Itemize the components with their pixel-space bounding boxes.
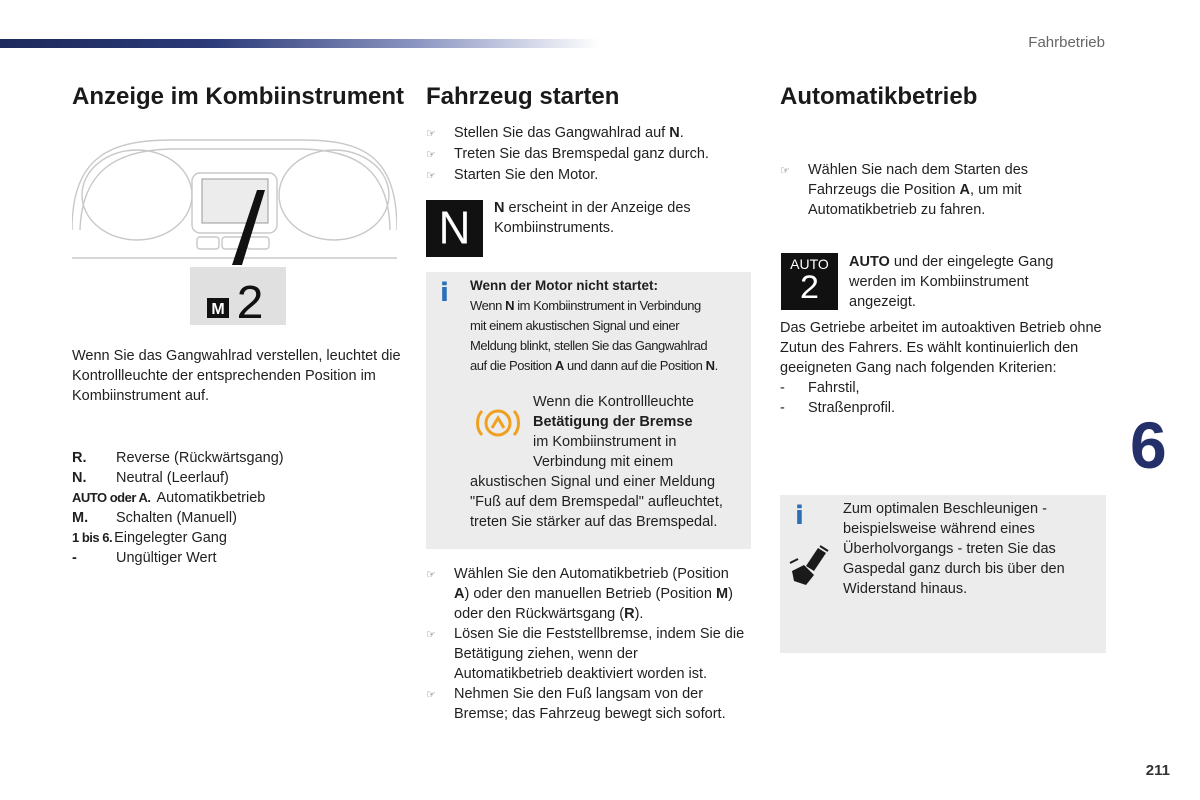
foot-pedal-icon [788, 545, 832, 587]
auto-step [780, 160, 1080, 220]
legend-value: Neutral (Leerlauf) [116, 470, 229, 486]
hand-pointer-icon: ☞ [426, 170, 436, 182]
criteria-list [780, 378, 1080, 418]
start-steps-2 [426, 564, 746, 724]
legend-item [72, 448, 402, 468]
brake-text-bold: Betätigung der Bremse [533, 414, 693, 430]
note-title: Wenn der Motor nicht startet: [470, 278, 659, 293]
legend-value: Eingelegter Gang [114, 530, 227, 546]
heading-anzeige: Anzeige im Kombiinstrument [72, 83, 405, 110]
list-item: - Fahrstil, [780, 380, 860, 396]
legend-key: AUTO oder A. [72, 490, 151, 505]
heading-automatikbetrieb: Automatikbetrieb [780, 83, 978, 110]
mode-letter: M [211, 301, 225, 318]
brake-text-tail: akustischen Signal und einer Meldung "Fuß auf dem Bremspedal" aufleuchtet, treten Sie stärker auf das Bremspedal. [470, 474, 723, 530]
page-number: 211 [1145, 762, 1170, 779]
legend-key: - [72, 550, 77, 566]
list-item: ☞ Wählen Sie den Automatikbetrieb (Position A) oder den manuellen Betrieb (Position M) oder den Rückwärtsgang (R). [426, 566, 733, 622]
legend-item [72, 528, 402, 548]
legend-value: Schalten (Manuell) [116, 510, 237, 526]
legend-item [72, 548, 402, 568]
legend-item [72, 488, 402, 508]
chapter-title: Fahrbetrieb [1028, 34, 1105, 51]
brake-warning-icon [474, 404, 522, 442]
legend-key: 1 bis 6. [72, 530, 113, 545]
chapter-number: 6 [1130, 408, 1167, 482]
info-icon: i [795, 501, 804, 531]
list-item: ☞ Starten Sie den Motor. [426, 165, 746, 186]
brake-text-intro: Wenn die Kontrollleuchte [533, 394, 694, 410]
note-line: auf die Position A und dann auf die Position N. [470, 358, 718, 373]
list-item: ☞ Treten Sie das Bremspedal ganz durch. [426, 144, 746, 165]
legend-item [72, 508, 402, 528]
list-item: ☞ Stellen Sie das Gangwahlrad auf N. [426, 123, 746, 144]
col1-paragraph: Wenn Sie das Gangwahlrad verstellen, leuchtet die Kontrollleuchte der entsprechenden Position im Kombiinstrument auf. [72, 348, 401, 404]
legend-list [72, 448, 402, 568]
legend-item [72, 468, 402, 488]
list-item: ☞ Lösen Sie die Feststellbremse, indem Sie die Betätigung ziehen, wenn der Automatikbetrieb deaktiviert worden ist. [426, 626, 745, 682]
header-bar [0, 39, 600, 48]
gear-digit: 2 [235, 279, 265, 330]
heading-fahrzeug-starten: Fahrzeug starten [426, 83, 620, 110]
legend-key: M. [72, 510, 89, 526]
auto-display-icon: AUTO 2 [781, 253, 838, 310]
tip-box [780, 495, 1106, 653]
legend-key: R. [72, 450, 87, 466]
note-engine-not-start [426, 272, 751, 549]
note-line: mit einem akustischen Signal und einer [470, 318, 680, 333]
n-display-text: N erscheint in der Anzeige des Kombiinstruments. [494, 200, 691, 236]
hand-pointer-icon: ☞ [426, 128, 436, 140]
legend-value: Ungültiger Wert [116, 550, 217, 566]
note-line: Meldung blinkt, stellen Sie das Gangwahlrad [470, 338, 708, 353]
hand-pointer-icon: ☞ [426, 689, 436, 701]
brake-text-rest: im Kombiinstrument in Verbindung mit einem [533, 434, 677, 470]
legend-value: Reverse (Rückwärtsgang) [116, 450, 284, 466]
tip-text: Zum optimalen Beschleunigen - beispielsweise während eines Überholvorgangs - treten Sie das Gaspedal ganz durch bis über den Widerstand hinaus. [843, 501, 1065, 597]
legend-value: Automatikbetrieb [156, 490, 266, 506]
hand-pointer-icon: ☞ [426, 149, 436, 161]
info-icon: i [440, 278, 449, 308]
hand-pointer-icon: ☞ [426, 569, 436, 581]
note-line: Wenn N im Kombiinstrument in Verbindung [470, 298, 701, 313]
col3-paragraph: Das Getriebe arbeitet im autoaktiven Betrieb ohne Zutun des Fahrers. Es wählt kontinuierlich den geeigneten Gang nach folgenden Kriterien: [780, 320, 1102, 376]
start-steps [426, 123, 746, 186]
instrument-cluster-illustration [72, 135, 397, 330]
n-display-icon: N [426, 200, 483, 257]
list-item: ☞ Nehmen Sie den Fuß langsam von der Bremse; das Fahrzeug bewegt sich sofort. [426, 686, 726, 722]
list-item: ☞ Wählen Sie nach dem Starten des Fahrzeugs die Position A, um mit Automatikbetrieb zu fahren. [780, 162, 1029, 218]
legend-key: N. [72, 470, 87, 486]
hand-pointer-icon: ☞ [426, 629, 436, 641]
auto-display-text: AUTO und der eingelegte Gang werden im Kombiinstrument angezeigt. [849, 254, 1054, 310]
hand-pointer-icon: ☞ [780, 165, 790, 177]
list-item: - Straßenprofil. [780, 400, 896, 416]
